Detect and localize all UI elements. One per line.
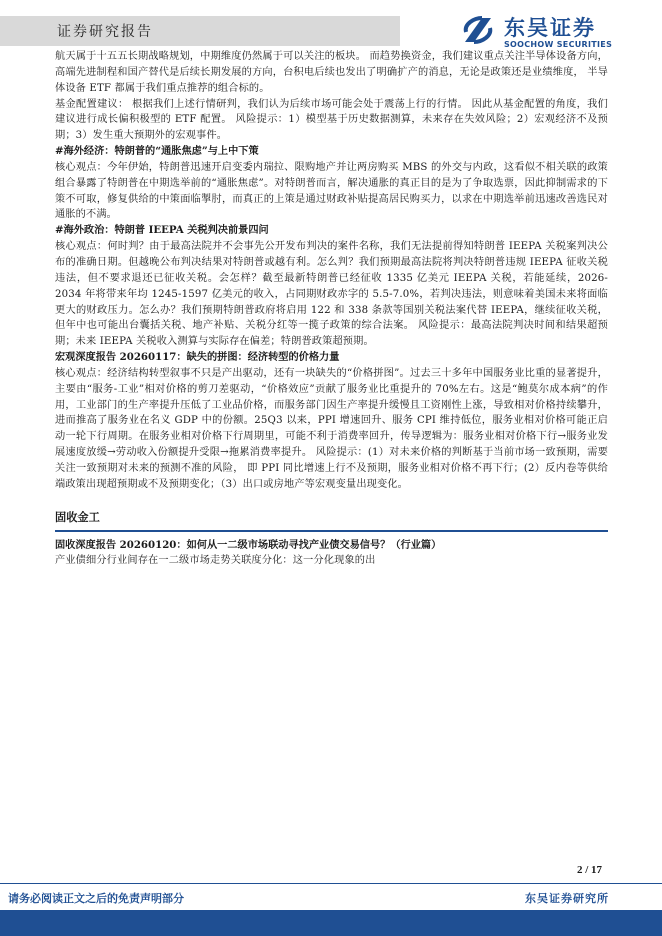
heading-overseas-politics: #海外政治：特朗普 IEEPA 关税判决前景四问 <box>55 224 269 237</box>
page-header <box>0 0 662 50</box>
section-title-fixed-income: 固收金工 <box>55 509 100 524</box>
page-number: 2 / 17 <box>577 864 603 876</box>
report-type-label: 证券研究报告 <box>57 24 153 40</box>
logo-text-en: SOOCHOW SECURITIES <box>504 40 613 49</box>
footer-band <box>0 910 662 936</box>
logo-text-cn: 东吴证券 <box>504 16 596 40</box>
footer-divider <box>0 883 662 884</box>
heading-fixed-income-report: 固收深度报告 20260120：如何从一二级市场联动寻找产业债交易信号？（行业篇） <box>55 538 442 551</box>
paragraph-price-puzzle: 核心观点：经济结构转型叙事不只是产出驱动，还有一块缺失的“价格拼图”。过去三十多年中国服务业比重的显著提升，主要由“服务-工业”相对价格的剪刀差驱动，“价格效应”贡献了服务业比重提升的 70%左右。这是“鲍莫尔成本病”的作用，工业部门的生产率提升压低了工业品价格，而服务部门因生产率提升缓慢且工资刚性上涨，导致相对价格持续攀升，进而推高了服务业在名义 GDP 中的份额。25Q3 以来，PPI 增速回升、服务 CPI 维持低位，服务业相对价格可能正启动一轮下行周期。在服务业相对价格下行周期里，可能不利于消费率回升，传导逻辑为：服务业相对价格下行→服务业发展速度放缓→劳动收入份额提升受限→拖累消费率提升。 风险提示：(1）对未来价格的判断基于当前市场一致预期，需要关注一致预期对未来的预测不准的风险， 即 PPI 同比增速上行不及预期，服务业相对价格不再下行；(2）反内卷等供给端政策出现超预期或不及预期变化；（3）出口或房地产等宏观变量出现变化。 <box>55 367 608 490</box>
paragraph-industry-bonds: 产业债细分行业间存在一二级市场走势关联度分化：这一分化现象的出 <box>55 555 376 567</box>
heading-overseas-economy: #海外经济：特朗普的“通胀焦虑”与上中下策 <box>55 145 259 158</box>
paragraph-ieepa: 核心观点：何时判？由于最高法院并不会事先公开发布判决的案件名称，我们无法提前得知特朗普 IEEPA 关税案判决公布的准确日期。但越晚公布判决结果对特朗普或越有利。怎么判？我们预期最高法院将判决特朗普违规 IEEPA 征收关税违法，但不要求退还已征收关税。会怎样？截至最新特朗普已经征收 1335 亿美元 IEEPA 关税，若能延续，2026-2034 年将带来年均 1245-1597 亿美元的收入，占同期财政赤字的 5.5-7.0%，若判决违法，则意味着美国未来将面临更大的财政压力。怎么办？我们预期特朗普政府将启用 122 和 338 条款等国别关税法案代替 IEEPA，继续征收关税，但年中也可能出台囊括关税、地产补贴、关税分红等一揽子政策的综合法案。 风险提示：最高法院判决时间和结果超预期；未来 IEEPA 关税收入测算与实际存在偏差；特朗普政策超预期。 <box>55 241 608 348</box>
institute-name: 东吴证券研究所 <box>525 892 609 905</box>
heading-macro-report: 宏观深度报告 20260117：缺失的拼图：经济转型的价格力量 <box>55 351 340 364</box>
paragraph-semiconductor: 航天属于十五五长期战略规划，中期维度仍然属于可以关注的板块。 而趋势换资金，我们建议重点关注半导体设备方向，高端先进制程和国产替代是后续长期发展的方向，台积电后续也发出了明确扩产的消息，无论是政策还是业绩维度， 半导体设备 ETF 都属于我们重点推荐的组合标的。 <box>55 51 608 94</box>
paragraph-inflation-anxiety: 核心观点：今年伊始，特朗普迅速开启变委内瑞拉、限购地产并让两房购买 MBS 的外交与内政，这看似不相关联的政策组合暴露了特朗普在中期选举前的“通胀焦虑”。对特朗普而言，解决通胀的真正目的是为了争取选票，因此抑制需求的下策不可取，修复供给的中策面临掣肘，而真正的上策是通过财政补贴提高居民购买力，以求在中期选举前迅速改善选民对通胀的不满。 <box>55 161 608 221</box>
report-body <box>55 49 608 569</box>
paragraph-fund-allocation: 基金配置建议： 根据我们上述行情研判，我们认为后续市场可能会处于震荡上行的行情。 因此从基金配置的角度，我们建议进行成长偏积极型的 ETF 配置。 风险提示：1）模型基于历史数据测算，未来存在失效风险；2）宏观经济不及预期；3）发生重大预期外的宏观事件。 <box>55 98 608 142</box>
company-logo <box>460 12 620 52</box>
soochow-logo-icon <box>460 12 496 48</box>
section-divider <box>55 530 608 532</box>
disclaimer-notice: 请务必阅读正文之后的免责声明部分 <box>8 892 184 905</box>
